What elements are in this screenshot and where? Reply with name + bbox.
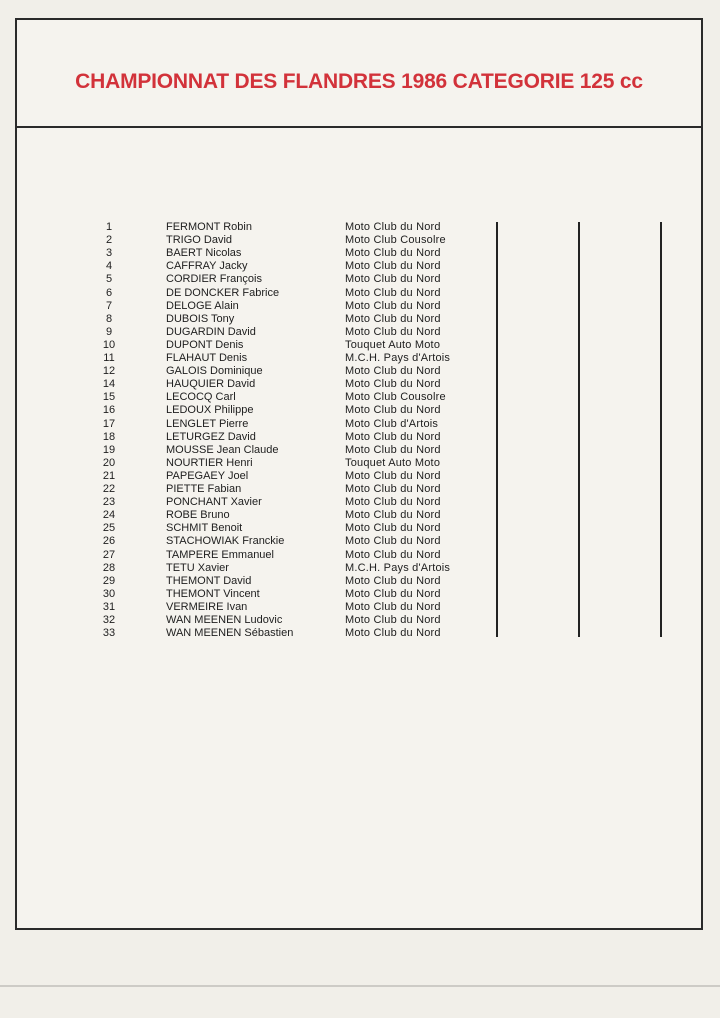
rider-club: Moto Club Cousolre bbox=[345, 391, 446, 404]
column-divider bbox=[578, 222, 580, 637]
rider-row bbox=[0, 614, 720, 627]
rider-number: 25 bbox=[102, 522, 116, 535]
rider-row bbox=[0, 352, 720, 365]
rider-number: 19 bbox=[102, 443, 116, 456]
rider-name: THEMONT Vincent bbox=[166, 587, 260, 600]
rider-number: 26 bbox=[102, 535, 116, 548]
rider-row bbox=[0, 273, 720, 286]
rider-club: Moto Club du Nord bbox=[345, 483, 441, 495]
rider-number: 29 bbox=[102, 574, 116, 587]
rider-name: DELOGE Alain bbox=[166, 299, 239, 312]
rider-number: 27 bbox=[102, 548, 116, 561]
rider-row bbox=[0, 221, 720, 234]
rider-number: 12 bbox=[102, 365, 116, 378]
rider-club: Moto Club du Nord bbox=[345, 443, 441, 456]
title-band bbox=[17, 20, 701, 128]
rider-name: WAN MEENEN Ludovic bbox=[166, 614, 283, 626]
rider-number: 23 bbox=[102, 496, 116, 509]
rider-name: LECOCQ Carl bbox=[166, 391, 236, 404]
rider-name: SCHMIT Benoit bbox=[166, 522, 243, 535]
rider-club: Moto Club du Nord bbox=[345, 378, 441, 391]
rider-club: Moto Club du Nord bbox=[345, 614, 441, 626]
rider-number: 28 bbox=[102, 561, 116, 574]
rider-club: M.C.H. Pays d'Artois bbox=[345, 352, 451, 364]
rider-name: WAN MEENEN Sébastien bbox=[166, 627, 294, 640]
rider-name: CORDIER François bbox=[166, 273, 262, 286]
rider-club: Moto Club du Nord bbox=[345, 221, 441, 233]
rider-club: Moto Club du Nord bbox=[345, 286, 441, 299]
rider-number: 21 bbox=[102, 469, 116, 482]
rider-row bbox=[0, 339, 720, 352]
rider-number: 31 bbox=[102, 600, 116, 613]
page-edge bbox=[0, 985, 720, 987]
rider-row bbox=[0, 457, 720, 470]
rider-number: 6 bbox=[105, 286, 113, 299]
rider-number: 14 bbox=[102, 378, 116, 391]
rider-name: DUGARDIN David bbox=[166, 325, 256, 338]
rider-club: Touquet Auto Moto bbox=[345, 456, 441, 469]
rider-number: 10 bbox=[102, 338, 116, 351]
rider-name: HAUQUIER David bbox=[166, 378, 256, 391]
rider-club: Moto Club du Nord bbox=[345, 260, 441, 273]
rider-club: Moto Club du Nord bbox=[345, 299, 441, 312]
rider-club: Moto Club du Nord bbox=[345, 273, 441, 286]
rider-club: Moto Club du Nord bbox=[345, 312, 441, 325]
rider-row bbox=[0, 470, 720, 483]
page-title: CHAMPIONNAT DES FLANDRES 1986 CATEGORIE 125 cc bbox=[75, 70, 643, 93]
rider-name: TAMPERE Emmanuel bbox=[166, 548, 274, 561]
rider-number: 17 bbox=[102, 417, 116, 430]
rider-row bbox=[0, 287, 720, 300]
rider-number: 2 bbox=[105, 234, 113, 247]
rider-number: 8 bbox=[105, 312, 113, 325]
rider-name: PAPEGAEY Joel bbox=[166, 469, 249, 482]
rider-row bbox=[0, 365, 720, 378]
rider-club: Moto Club du Nord bbox=[345, 430, 441, 443]
rider-row bbox=[0, 418, 720, 431]
rider-club: Touquet Auto Moto bbox=[345, 338, 441, 351]
rider-name: STACHOWIAK Franckie bbox=[166, 535, 285, 548]
rider-name: FLAHAUT Denis bbox=[166, 352, 248, 364]
rider-name: LETURGEZ David bbox=[166, 430, 256, 443]
rider-name: TETU Xavier bbox=[166, 561, 229, 574]
rider-number: 24 bbox=[102, 509, 116, 522]
rider-club: Moto Club du Nord bbox=[345, 469, 441, 482]
rider-name: PIETTE Fabian bbox=[166, 483, 242, 495]
rider-club: Moto Club du Nord bbox=[345, 404, 441, 417]
rider-number: 20 bbox=[102, 456, 116, 469]
rider-club: Moto Club du Nord bbox=[345, 509, 441, 522]
rider-row bbox=[0, 535, 720, 548]
rider-club: Moto Club d'Artois bbox=[345, 417, 439, 430]
rider-row bbox=[0, 431, 720, 444]
rider-row bbox=[0, 483, 720, 496]
rider-number: 1 bbox=[105, 221, 113, 233]
rider-name: NOURTIER Henri bbox=[166, 456, 253, 469]
rider-name: LENGLET Pierre bbox=[166, 417, 249, 430]
rider-name: BAERT Nicolas bbox=[166, 247, 242, 260]
rider-name: LEDOUX Philippe bbox=[166, 404, 254, 417]
rider-number: 16 bbox=[102, 404, 116, 417]
rider-number: 33 bbox=[102, 627, 116, 640]
rider-number: 32 bbox=[102, 614, 116, 626]
rider-club: Moto Club Cousolre bbox=[345, 234, 446, 247]
rider-club: Moto Club du Nord bbox=[345, 247, 441, 260]
rider-club: Moto Club du Nord bbox=[345, 627, 441, 640]
rider-number: 9 bbox=[105, 325, 113, 338]
column-divider bbox=[660, 222, 662, 637]
rider-row bbox=[0, 601, 720, 614]
rider-name: GALOIS Dominique bbox=[166, 365, 263, 378]
rider-club: Moto Club du Nord bbox=[345, 496, 441, 509]
rider-name: DUBOIS Tony bbox=[166, 312, 235, 325]
rider-name: VERMEIRE Ivan bbox=[166, 600, 248, 613]
rider-number: 3 bbox=[105, 247, 113, 260]
rider-club: Moto Club du Nord bbox=[345, 587, 441, 600]
rider-number: 11 bbox=[103, 352, 115, 364]
rider-number: 5 bbox=[105, 273, 113, 286]
rider-row bbox=[0, 509, 720, 522]
rider-number: 15 bbox=[102, 391, 116, 404]
rider-row bbox=[0, 562, 720, 575]
rider-row bbox=[0, 234, 720, 247]
rider-club: Moto Club du Nord bbox=[345, 600, 441, 613]
rider-row bbox=[0, 549, 720, 562]
rider-row bbox=[0, 391, 720, 404]
rider-row bbox=[0, 588, 720, 601]
rider-row bbox=[0, 247, 720, 260]
rider-club: Moto Club du Nord bbox=[345, 365, 441, 378]
rider-club: Moto Club du Nord bbox=[345, 548, 441, 561]
rider-club: M.C.H. Pays d'Artois bbox=[345, 561, 451, 574]
rider-row bbox=[0, 522, 720, 535]
rider-name: DUPONT Denis bbox=[166, 338, 244, 351]
rider-number: 30 bbox=[102, 587, 116, 600]
rider-club: Moto Club du Nord bbox=[345, 325, 441, 338]
rider-row bbox=[0, 627, 720, 640]
rider-club: Moto Club du Nord bbox=[345, 535, 441, 548]
rider-name: DE DONCKER Fabrice bbox=[166, 286, 280, 299]
rider-row bbox=[0, 300, 720, 313]
rider-name: ROBE Bruno bbox=[166, 509, 230, 522]
rider-club: Moto Club du Nord bbox=[345, 574, 441, 587]
rider-row bbox=[0, 575, 720, 588]
rider-name: TRIGO David bbox=[166, 234, 233, 247]
rider-number: 22 bbox=[102, 483, 116, 495]
rider-row bbox=[0, 260, 720, 273]
rider-row bbox=[0, 313, 720, 326]
rider-club: Moto Club du Nord bbox=[345, 522, 441, 535]
rider-row bbox=[0, 326, 720, 339]
rider-name: PONCHANT Xavier bbox=[166, 496, 262, 509]
rider-row bbox=[0, 496, 720, 509]
column-divider bbox=[496, 222, 498, 637]
rider-row bbox=[0, 404, 720, 417]
rider-row bbox=[0, 378, 720, 391]
rider-number: 7 bbox=[105, 299, 113, 312]
rider-name: CAFFRAY Jacky bbox=[166, 260, 248, 273]
rider-number: 4 bbox=[105, 260, 113, 273]
rider-row bbox=[0, 444, 720, 457]
rider-name: MOUSSE Jean Claude bbox=[166, 443, 279, 456]
rider-number: 18 bbox=[102, 430, 116, 443]
rider-name: THEMONT David bbox=[166, 574, 252, 587]
rider-name: FERMONT Robin bbox=[166, 221, 252, 233]
